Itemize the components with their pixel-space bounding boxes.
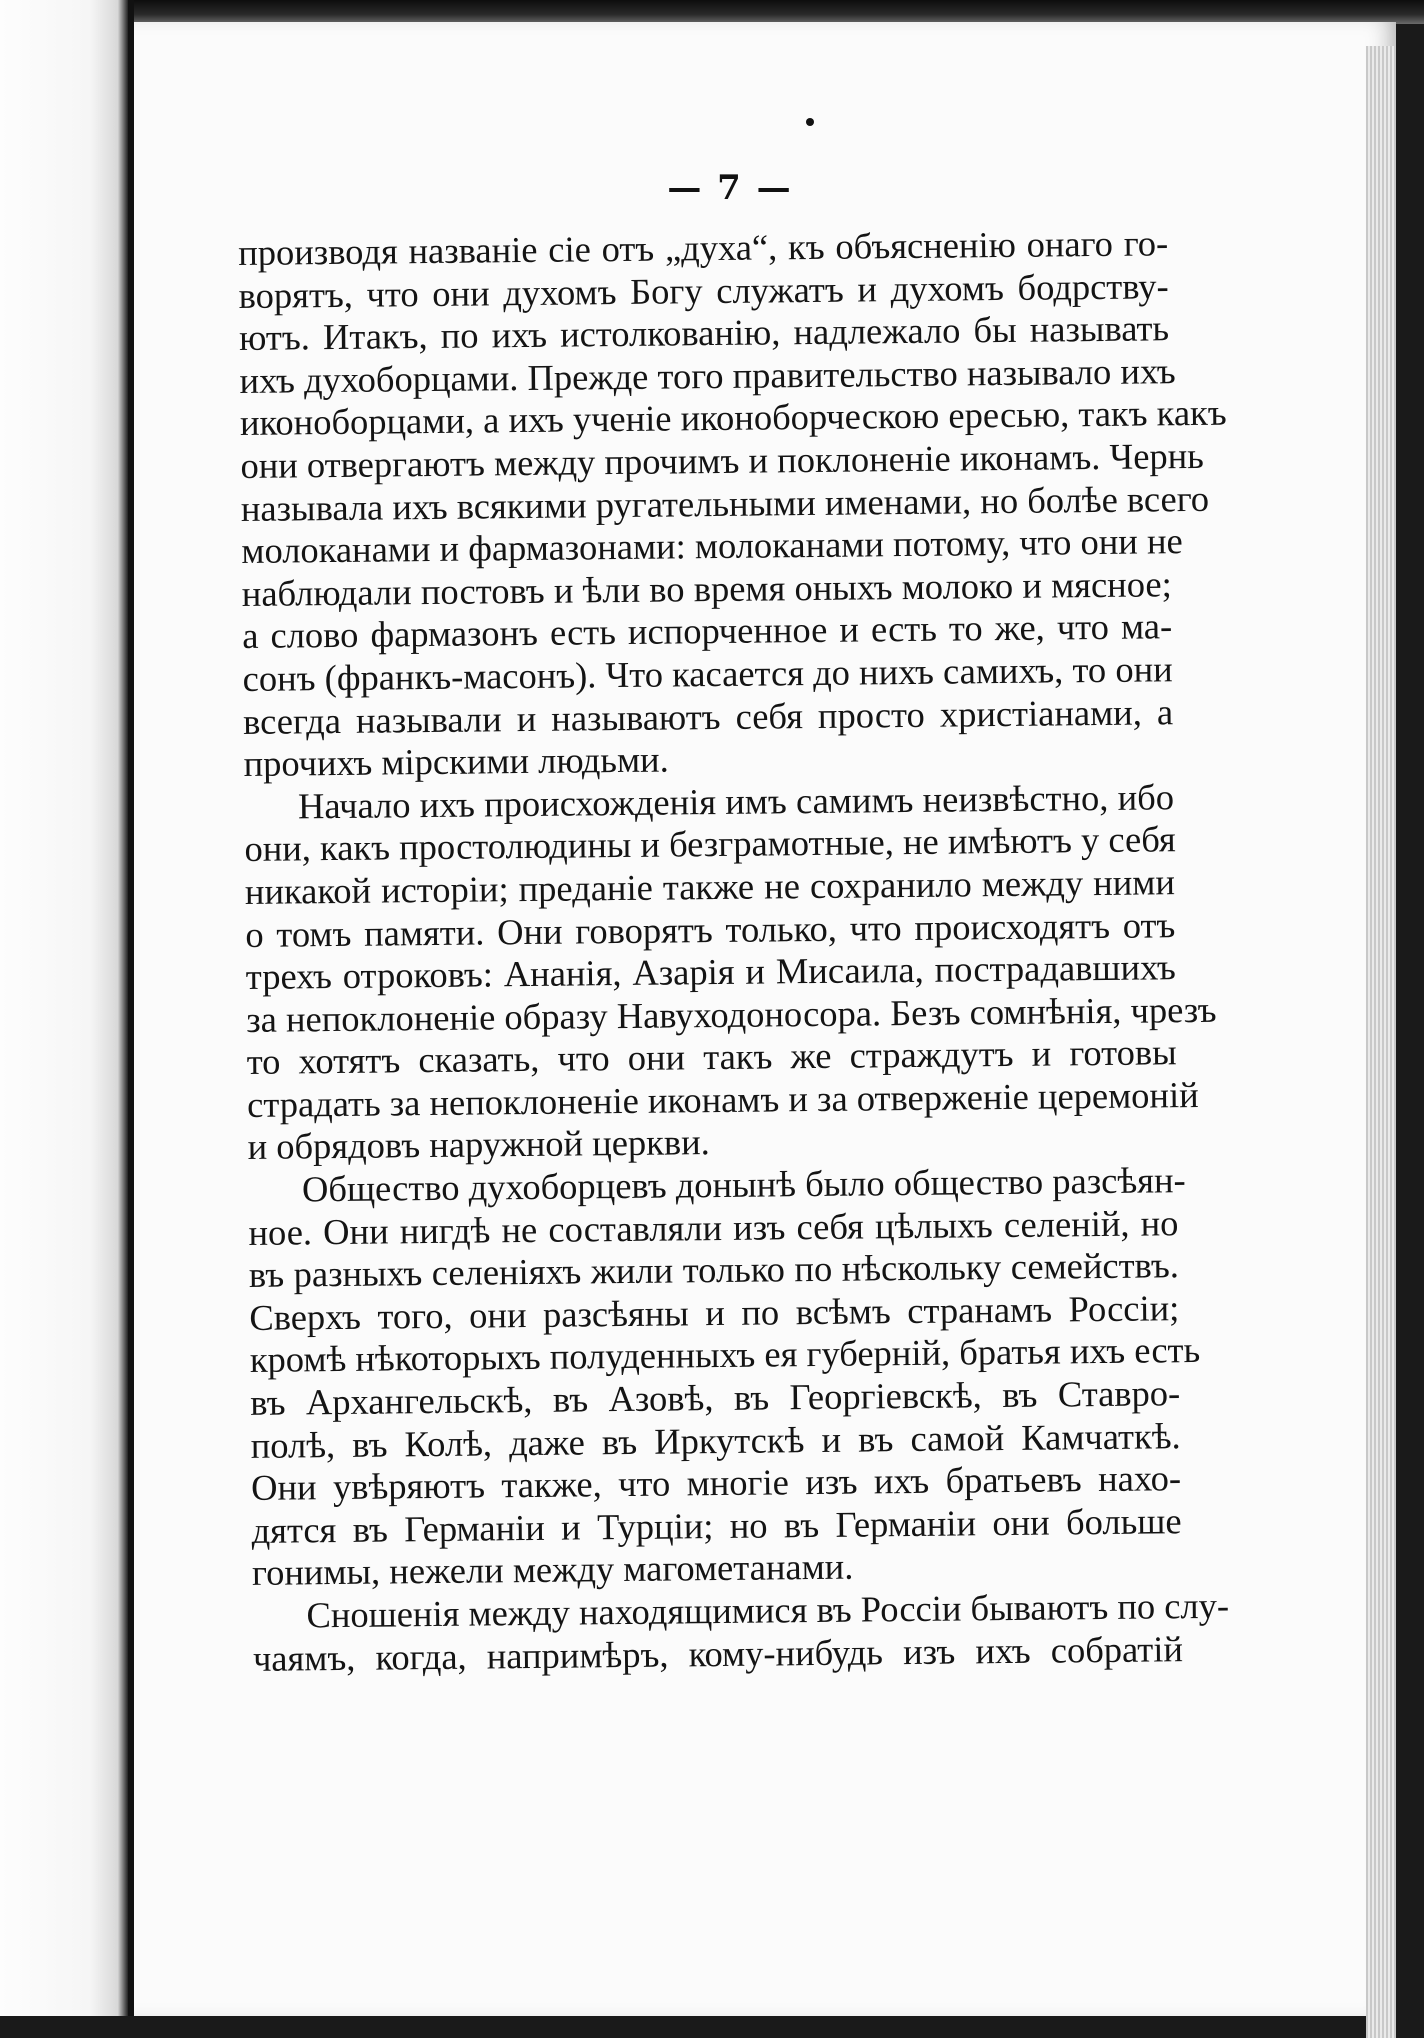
text-line: иконоборцами, а ихъ ученіе иконоборческою ересью, такъ какъ bbox=[239, 392, 1227, 444]
text-line: Общество духоборцевъ донынѣ было общество разсѣян- bbox=[301, 1159, 1186, 1210]
text-line: они, какъ простолюдины и безграмотные, не имѣютъ у себя bbox=[244, 818, 1176, 870]
text-line: полѣ, въ Колѣ, даже въ Иркутскѣ и въ самой Камчаткѣ. bbox=[250, 1414, 1181, 1466]
text-line: гонимы, нежели между магометанами. bbox=[251, 1546, 854, 1594]
ink-speck bbox=[806, 118, 814, 126]
text-line: никакой исторіи; преданіе также не сохранило между ними bbox=[244, 861, 1176, 912]
text-line: Они увѣряютъ также, что многіе изъ ихъ братьевъ нахо- bbox=[250, 1457, 1182, 1509]
page-stack-edge bbox=[1366, 46, 1396, 2038]
text-line: ютъ. Итакъ, по ихъ истолкованію, надлежало бы называть bbox=[238, 307, 1170, 359]
text-line: а слово фармазонъ есть испорченное и есть то же, что ма- bbox=[242, 605, 1173, 657]
text-line: страдать за непоклоненіе иконамъ и за отверженіе церемоній bbox=[246, 1073, 1199, 1125]
paragraph bbox=[248, 1159, 1201, 1595]
text-line: Сношенія между находящимися въ Россіи бываютъ по слу- bbox=[306, 1584, 1230, 1636]
text-line: сонъ (франкъ-масонъ). Что касается до нихъ самихъ, то они bbox=[242, 648, 1173, 699]
text-line: Сверхъ того, они разсѣяны и по всѣмъ странамъ Россіи; bbox=[249, 1287, 1180, 1338]
text-line: прочихъ мірскими людьми. bbox=[243, 738, 669, 785]
text-line: молоканами и фармазонами: молоканами потому, что они не bbox=[241, 520, 1183, 572]
body-text bbox=[238, 222, 1230, 1680]
text-line: ное. Они нигдѣ не составляли изъ себя цѣлыхъ селеній, но bbox=[248, 1201, 1179, 1253]
text-line: ихъ духоборцами. Прежде того правительство называло ихъ bbox=[239, 349, 1176, 401]
text-line: кромѣ нѣкоторыхъ полуденныхъ ея губерній, братья ихъ есть bbox=[249, 1329, 1201, 1381]
text-line: наблюдали постовъ и ѣли во время оныхъ молоко и мясное; bbox=[241, 562, 1172, 614]
scan-top-border bbox=[134, 0, 1424, 24]
text-line: чаямъ, когда, напримѣръ, кому-нибудь изъ ихъ собратій bbox=[252, 1627, 1184, 1679]
paragraph bbox=[244, 775, 1217, 1169]
text-line: дятся въ Германіи и Турціи; но въ Германіи они больше bbox=[251, 1500, 1182, 1551]
paragraph bbox=[238, 222, 1227, 785]
text-line: производя названіе сіе отъ „духа“, къ объясненію онаго го- bbox=[238, 222, 1169, 273]
paragraph bbox=[252, 1584, 1230, 1680]
text-line: въ разныхъ селеніяхъ жили только по нѣскольку семействъ. bbox=[248, 1244, 1180, 1296]
text-line: ворятъ, что они духомъ Богу служатъ и духомъ бодрству- bbox=[238, 264, 1169, 316]
text-line: всегда называли и называютъ себя просто христіанами, а bbox=[242, 690, 1174, 742]
text-line: они отвергаютъ между прочимъ и поклоненіе иконамъ. Чернь bbox=[240, 434, 1205, 486]
text-line: и обрядовъ наружной церкви. bbox=[247, 1121, 710, 1168]
page-number: — 7 — bbox=[667, 168, 793, 208]
text-line: Начало ихъ происхожденія имъ самимъ неизвѣстно, ибо bbox=[297, 775, 1175, 827]
text-line: о томъ памяти. Они говорятъ только, что происходятъ отъ bbox=[245, 903, 1176, 955]
facing-page-edge bbox=[0, 0, 128, 2016]
text-line: трехъ отроковъ: Ананія, Азарія и Мисаила, пострадавшихъ bbox=[245, 946, 1176, 998]
text-line: то хотятъ сказать, что они такъ же страждутъ и готовы bbox=[246, 1031, 1177, 1083]
text-line: называла ихъ всякими ругательными именами, но болѣе всего bbox=[240, 477, 1210, 529]
text-line: за непоклоненіе образу Навуходоносора. Безъ сомнѣнія, чрезъ bbox=[246, 988, 1217, 1040]
text-line: въ Архангельскѣ, въ Азовѣ, въ Георгіевскѣ, въ Ставро- bbox=[250, 1372, 1181, 1423]
